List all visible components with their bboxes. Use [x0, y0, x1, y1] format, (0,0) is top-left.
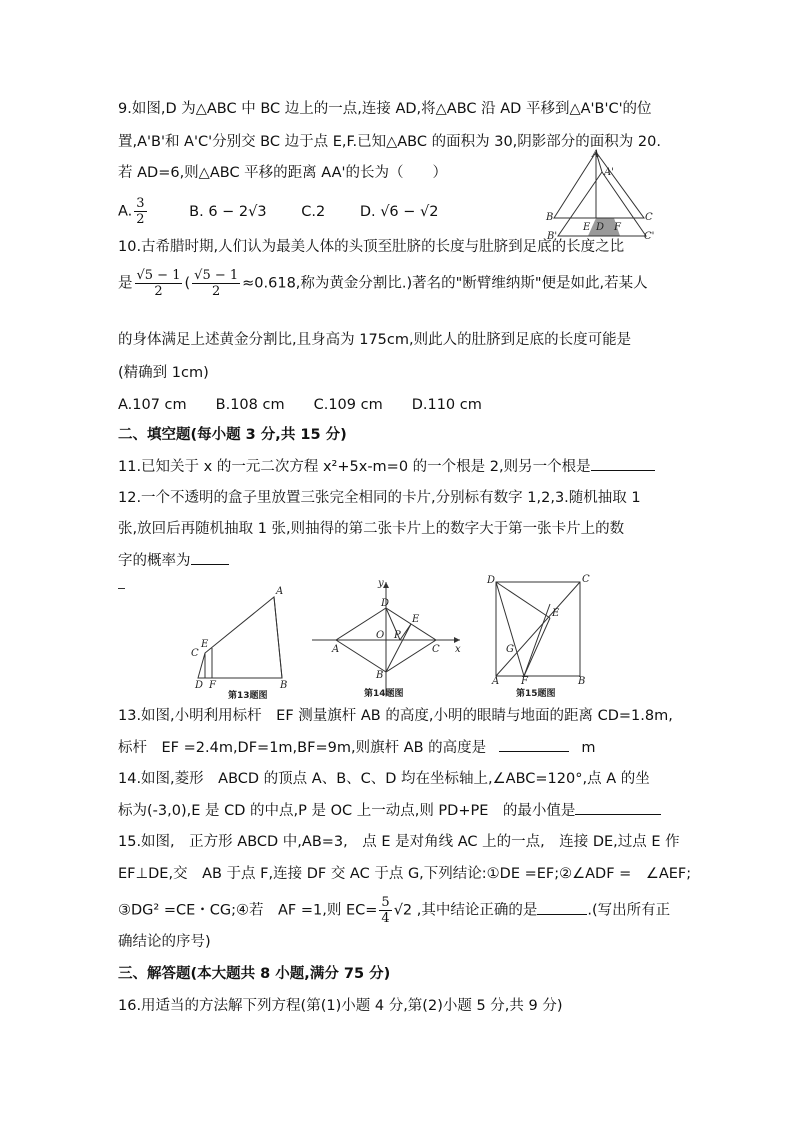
q15-frac-den: 4: [381, 911, 390, 926]
q13-line2: [118, 737, 596, 758]
q9-line3: 若 AD=6,则△ABC 平移的距离 AA'的长为（ ）: [118, 165, 448, 181]
fig14-label-c: C: [432, 644, 440, 655]
q10-options: A.107 cm B.108 cm C.109 cm D.110 cm: [118, 397, 482, 413]
fig13: [188, 580, 296, 700]
q9-label-b: B: [546, 212, 554, 223]
fig13-label-a: A: [276, 586, 284, 597]
fig13-label-f: F: [209, 680, 216, 691]
section-2-heading: 二、填空题(每小题 3 分,共 15 分): [118, 427, 347, 443]
q10-frac1-num: √5 − 1: [136, 268, 181, 283]
fig15-label-b: B: [578, 676, 586, 687]
q9-option-a-label: A.: [118, 203, 133, 220]
q10-line3: 的身体满足上述黄金分割比,且身高为 175cm,则此人的肚脐到足底的长度可能是: [118, 332, 632, 348]
q10-paren: (: [184, 275, 191, 292]
fig13-label-c: C: [191, 648, 199, 659]
q10-frac1-den: 2: [154, 284, 163, 299]
q9-option-d: D. √6 − √2: [359, 203, 439, 220]
q12-line3-text: 字的概率为: [118, 553, 191, 569]
q12-answer-blank[interactable]: [191, 550, 229, 565]
q15-line4: 确结论的序号): [118, 934, 211, 950]
fig14-label-x: x: [455, 644, 461, 655]
fig13-flagpole: [274, 597, 282, 678]
fig14-label-y: y: [378, 578, 384, 589]
fig14-label-e: E: [412, 614, 420, 625]
q15-line2: EF⊥DE,交 AB 于点 F,连接 DF 交 AC 于点 G,下列结论:①DE =EF;②∠ADF = ∠AEF;: [118, 866, 692, 882]
q9-label-c1: C': [644, 231, 655, 240]
fig13-label-b: B: [280, 680, 288, 691]
q12-line3: [118, 550, 229, 571]
q12-line1: 12.一个不透明的盒子里放置三张完全相同的卡片,分别标有数字 1,2,3.随机抽取 1: [118, 490, 641, 506]
q10-frac2-den: 2: [212, 284, 221, 299]
fig13-caption: 第13题图: [228, 691, 268, 700]
q9-option-a-den: 2: [136, 212, 145, 227]
q10-line2: [118, 268, 648, 299]
fig15-caption: 第15题图: [516, 689, 556, 699]
q9-label-d: D: [596, 222, 605, 233]
q13-answer-blank[interactable]: [499, 737, 569, 752]
q15-line3-end: .(写出所有正: [587, 902, 671, 919]
fig14-label-a: A: [332, 644, 340, 655]
fig15-segment-de: [496, 582, 550, 618]
fig15-label-f: F: [521, 676, 528, 687]
fig13-quad: [198, 597, 282, 678]
q10-approx-text: ≈0.618,称为黄金分割比.)著名的"断臂维纳斯"便是如此,若某人: [242, 275, 648, 292]
q13-line2-text: 标杆 EF =2.4m,DF=1m,BF=9m,则旗杆 AB 的高度是: [118, 740, 487, 756]
fig13-label-e: E: [201, 639, 209, 650]
fig15-label-c: C: [582, 574, 590, 585]
q11: [118, 456, 655, 477]
q9-option-b: B. 6 − 2√3: [189, 203, 267, 220]
fig15-segment-ef: [524, 618, 550, 676]
fig15-label-e: E: [552, 608, 560, 619]
q15-fraction: [379, 895, 391, 926]
q10-line1: 10.古希腊时期,人们认为最美人体的头顶至肚脐的长度与肚脐到足底的长度之比: [118, 239, 625, 255]
q15-answer-blank[interactable]: [537, 900, 587, 915]
fig15-diagonal-ac: [496, 582, 580, 676]
q14-line2: [118, 800, 661, 821]
q10-line4: (精确到 1cm): [118, 365, 209, 381]
fig14-caption: 第14题图: [364, 689, 404, 699]
fig15-label-a: A: [492, 676, 500, 687]
fig14-label-o: O: [376, 630, 385, 641]
q9-label-e: E: [583, 222, 591, 233]
q14-answer-blank[interactable]: [575, 800, 661, 815]
fig14-x-arrow: [454, 637, 460, 643]
q15-frac-num: 5: [381, 895, 390, 910]
q16: 16.用适当的方法解下列方程(第(1)小题 4 分,第(2)小题 5 分,共 9 分): [118, 998, 563, 1014]
q9-label-f: F: [614, 222, 621, 233]
fig14-y-arrow: [383, 582, 389, 588]
q15-line3-post: √2 ,其中结论正确的是: [393, 902, 538, 919]
q10-fraction-1: [135, 268, 183, 299]
q9-translation-figure: [544, 148, 660, 240]
q10-frac2-num: √5 − 1: [194, 268, 239, 283]
q9-option-c: C.2: [301, 203, 326, 220]
q13-line1: 13.如图,小明利用标杆 EF 测量旗杆 AB 的高度,小明的眼睛与地面的距离 CD=1.8m,: [118, 708, 673, 724]
fig14-label-b: B: [376, 670, 384, 681]
fig14-label-p: P: [394, 630, 401, 641]
q9-option-a-fraction: [134, 196, 146, 227]
q9-label-a1: A': [604, 167, 614, 178]
q14-line2-text: 标为(-3,0),E 是 CD 的中点,P 是 OC 上一动点,则 PD+PE 的最小值是: [118, 803, 576, 819]
q10-fraction-2: [192, 268, 240, 299]
q11-text: 11.已知关于 x 的一元二次方程 x²+5x-m=0 的一个根是 2,则另一个根是: [118, 459, 591, 475]
fig14-label-d: D: [381, 598, 390, 609]
section-3-heading: 三、解答题(本大题共 8 小题,满分 75 分): [118, 966, 391, 982]
q9-options: [118, 196, 439, 227]
q9-line1: 9.如图,D 为△ABC 中 BC 边上的一点,连接 AD,将△ABC 沿 AD 平移到△A'B'C'的位: [118, 101, 652, 117]
fig15-segment-df: [496, 582, 524, 676]
fig15-label-d: D: [487, 575, 496, 586]
q9-label-a: A: [592, 149, 600, 160]
q12-line2: 张,放回后再随机抽取 1 张,则抽得的第二张卡片上的数字大于第一张卡片上的数: [118, 521, 625, 537]
q11-answer-blank[interactable]: [591, 456, 655, 471]
q15-line3-pre: ③DG² =CE・CG;④若 AF =1,则 EC=: [118, 902, 378, 919]
q9-label-c: C: [645, 212, 653, 223]
fig15-label-g: G: [506, 644, 514, 655]
q9-label-b1: B': [547, 231, 558, 240]
fig15: [484, 574, 594, 702]
q14-line1: 14.如图,菱形 ABCD 的顶点 A、B、C、D 均在坐标轴上,∠ABC=120°,点 A 的坐: [118, 771, 650, 787]
stray-dash: [118, 588, 125, 589]
q13-unit: m: [581, 740, 596, 756]
q9-line2: 置,A'B'和 A'C'分别交 BC 边于点 E,F.已知△ABC 的面积为 30,阴影部分的面积为 20.: [118, 134, 661, 150]
q15-line1: 15.如图, 正方形 ABCD 中,AB=3, 点 E 是对角线 AC 上的一点, 连接 DE,过点 E 作: [118, 834, 680, 850]
fig14: [308, 578, 468, 702]
q10-is: 是: [118, 275, 133, 292]
fig13-label-d: D: [195, 680, 204, 691]
q9-option-a-num: 3: [136, 196, 145, 211]
q15-line3: [118, 895, 670, 926]
